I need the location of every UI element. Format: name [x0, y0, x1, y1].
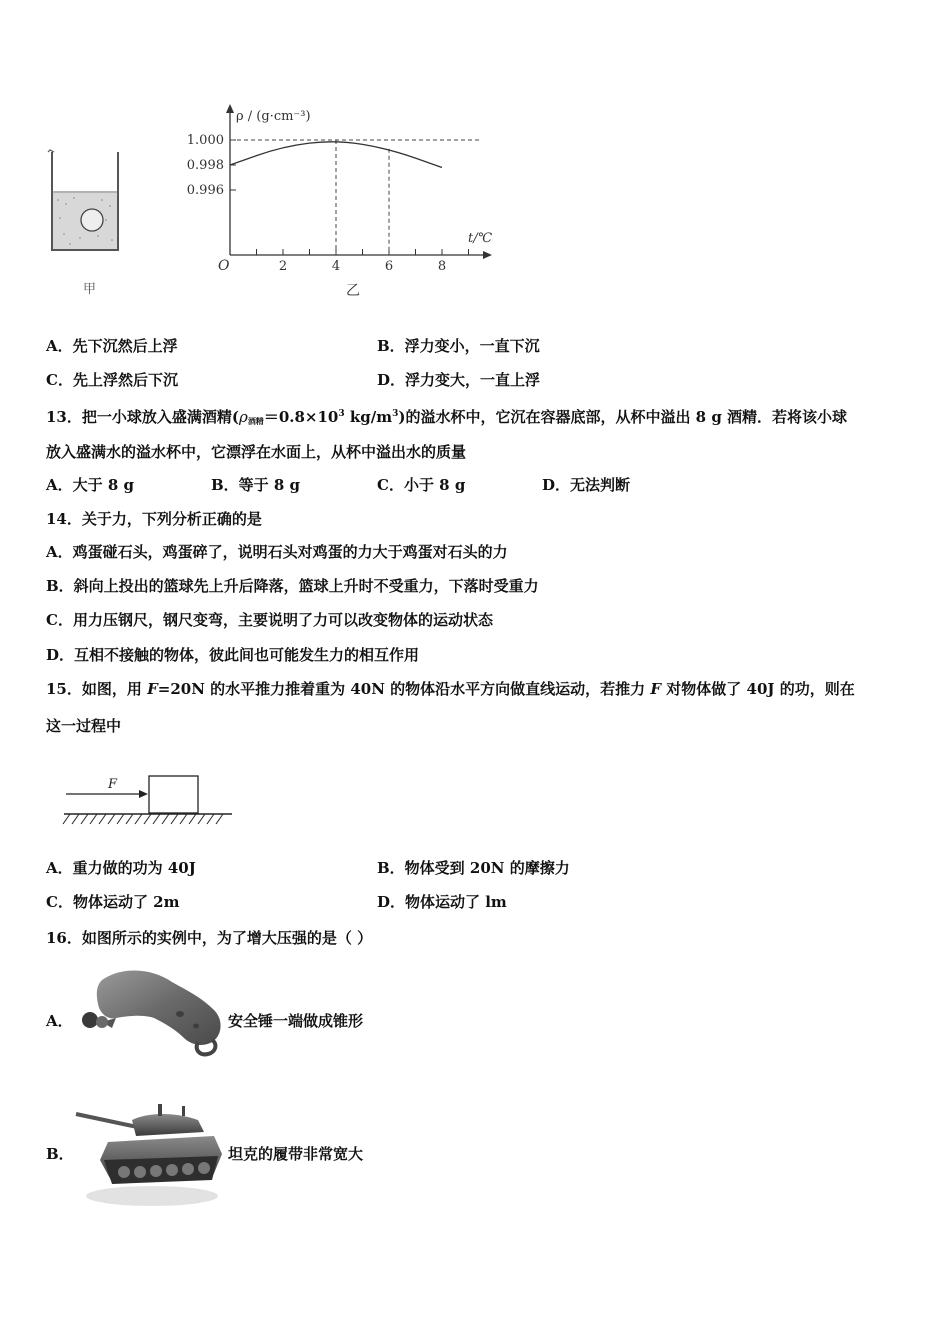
- q16-stem: 16．如图所示的实例中，为了增大压强的是（ ）: [46, 929, 373, 947]
- y-axis-label: ρ / (g·cm⁻³): [236, 109, 311, 124]
- hatch-mark: [144, 814, 151, 824]
- block: [149, 776, 198, 813]
- beaker-drawing: [40, 140, 120, 260]
- y-tick-label: 1.000: [186, 133, 224, 148]
- x-tick-label: 2: [278, 259, 288, 274]
- density-graph: [180, 100, 500, 300]
- q15-option-a: A．重力做的功为 40J: [46, 859, 196, 877]
- q14-option-a: A．鸡蛋碰石头，鸡蛋碎了，说明石头对鸡蛋的力大于鸡蛋对石头的力: [46, 543, 508, 561]
- hatch-mark: [108, 814, 115, 824]
- push-block-drawing: [60, 770, 240, 830]
- q13-option-a: A．大于 8 g: [46, 476, 135, 494]
- y-axis-arrow: [226, 104, 234, 113]
- hatch-mark: [63, 814, 70, 824]
- hatch-mark: [135, 814, 142, 824]
- q13-stem-line2: 放入盛满水的溢水杯中，它漂浮在水面上，从杯中溢出水的质量: [46, 443, 467, 461]
- push-block-figure: [60, 770, 240, 830]
- safety-hammer-image: [72, 958, 232, 1070]
- y-tick-label: 0.996: [186, 183, 224, 198]
- ground-hatching: [63, 814, 223, 824]
- q16-option-a-text: 安全锤一端做成锥形: [228, 1012, 364, 1030]
- q14-option-c: C．用力压钢尺，钢尺变弯，主要说明了力可以改变物体的运动状态: [46, 611, 493, 629]
- force-arrowhead: [139, 790, 148, 798]
- q15-option-c: C．物体运动了 2m: [46, 893, 180, 911]
- hatch-mark: [198, 814, 205, 824]
- q12-option-d: D．浮力变大，一直上浮: [377, 371, 541, 389]
- hatch-mark: [117, 814, 124, 824]
- q16-option-a-letter: A．: [46, 1012, 73, 1030]
- x-axis-arrow: [483, 251, 492, 259]
- hatch-mark: [81, 814, 88, 824]
- q12-option-b: B．浮力变小，一直下沉: [377, 337, 540, 355]
- tank-drawing: [72, 1098, 232, 1210]
- hatch-mark: [90, 814, 97, 824]
- q13-option-b: B．等于 8 g: [211, 476, 301, 494]
- tank-image: [72, 1098, 232, 1210]
- q14-option-d: D．互相不接触的物体，彼此间也可能发生力的相互作用: [46, 646, 420, 664]
- q12-option-c: C．先上浮然后下沉: [46, 371, 178, 389]
- hatch-mark: [216, 814, 223, 824]
- x-tick-label: 8: [437, 259, 447, 274]
- q15-option-d: D．物体运动了 lm: [377, 893, 507, 911]
- hatch-mark: [207, 814, 214, 824]
- hatch-mark: [99, 814, 106, 824]
- density-chart: [180, 100, 500, 300]
- q15-stem-line2: 这一过程中: [46, 717, 122, 735]
- beaker-label: 甲: [83, 282, 97, 297]
- hatch-mark: [126, 814, 133, 824]
- q13-option-c: C．小于 8 g: [377, 476, 466, 494]
- q15-stem-line1: 15．如图，用 F=20N 的水平推力推着重为 40N 的物体沿水平方向做直线运动，若推力 F 对物体做了 40J 的功，则在: [46, 680, 855, 698]
- q14-stem: 14．关于力，下列分析正确的是: [46, 510, 262, 528]
- origin-label: O: [218, 258, 230, 274]
- q13-option-d: D．无法判断: [542, 476, 631, 494]
- q15-option-b: B．物体受到 20N 的摩擦力: [377, 859, 570, 877]
- hatch-mark: [180, 814, 187, 824]
- q16-option-b-letter: B．: [46, 1145, 74, 1163]
- hatch-mark: [72, 814, 79, 824]
- y-tick-label: 0.998: [186, 158, 224, 173]
- hatch-mark: [171, 814, 178, 824]
- q12-option-a: A．先下沉然后上浮: [46, 337, 178, 355]
- graph-label: 乙: [346, 283, 360, 299]
- hatch-mark: [189, 814, 196, 824]
- q14-option-b: B．斜向上投出的篮球先上升后降落，篮球上升时不受重力，下落时受重力: [46, 577, 539, 595]
- beaker-figure: [40, 140, 120, 260]
- q16-option-b-text: 坦克的履带非常宽大: [228, 1145, 364, 1163]
- hatch-mark: [162, 814, 169, 824]
- x-tick-label: 4: [331, 259, 341, 274]
- safety-hammer-drawing: [72, 958, 232, 1070]
- q13-stem-line1: 13．把一小球放入盛满酒精($\rho_{酒精}=0.8\times 10^3$ $kg/m^3$)的溢水杯中，它沉在容器底部，从杯中溢出 8 g 酒精．若将该小球: [46, 408, 848, 426]
- x-tick-label: 6: [384, 259, 394, 274]
- force-label: F: [108, 777, 118, 792]
- hatch-mark: [153, 814, 160, 824]
- x-axis-label: t/℃: [468, 231, 493, 246]
